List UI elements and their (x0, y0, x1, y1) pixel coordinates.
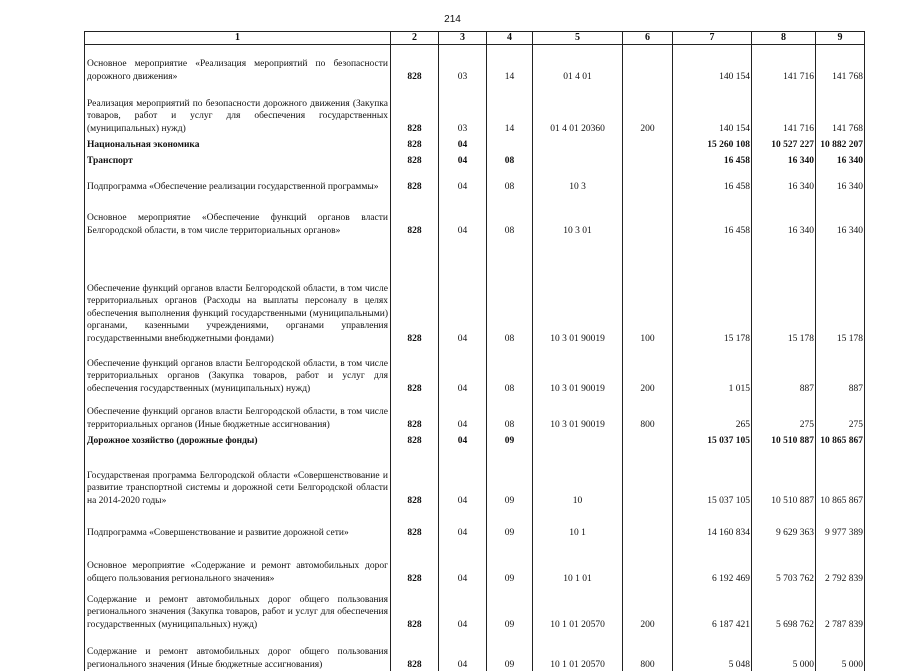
row-amount-year-2: 275 (752, 395, 816, 431)
table-row (85, 151, 865, 167)
row-amount-year-1: 15 178 (673, 237, 752, 345)
header-col-8: 8 (752, 32, 816, 45)
header-col-3: 3 (439, 32, 487, 45)
row-subsection: 09 (487, 431, 533, 447)
row-amount-year-2: 141 716 (752, 83, 816, 135)
row-target-article: 10 1 01 20570 (533, 631, 623, 671)
row-amount-year-1: 16 458 (673, 193, 752, 237)
row-amount-year-3: 5 000 (816, 631, 865, 671)
row-target-article: 01 4 01 (533, 45, 623, 83)
row-target-article: 10 3 01 90019 (533, 237, 623, 345)
row-expense-type (623, 167, 673, 193)
header-col-4: 4 (487, 32, 533, 45)
row-expense-type: 200 (623, 83, 673, 135)
row-subsection (487, 135, 533, 151)
row-section: 04 (439, 167, 487, 193)
row-amount-year-3: 141 768 (816, 45, 865, 83)
row-admin-code: 828 (391, 345, 439, 395)
row-amount-year-1: 265 (673, 395, 752, 431)
table-row (85, 447, 865, 507)
row-target-article: 10 (533, 447, 623, 507)
row-subsection: 08 (487, 395, 533, 431)
row-amount-year-1: 15 037 105 (673, 447, 752, 507)
row-target-article: 10 3 (533, 167, 623, 193)
row-expense-type (623, 447, 673, 507)
row-amount-year-2: 10 510 887 (752, 431, 816, 447)
row-amount-year-2: 15 178 (752, 237, 816, 345)
row-amount-year-3: 16 340 (816, 193, 865, 237)
row-amount-year-2: 16 340 (752, 151, 816, 167)
row-target-article: 10 3 01 (533, 193, 623, 237)
row-expense-type: 800 (623, 395, 673, 431)
header-col-7: 7 (673, 32, 752, 45)
row-amount-year-2: 5 703 762 (752, 539, 816, 585)
header-col-6: 6 (623, 32, 673, 45)
row-subsection: 09 (487, 585, 533, 631)
row-section: 04 (439, 507, 487, 539)
row-description: Обеспечение функций органов власти Белгородской области, в том числе территориальных органов (Расходы на выплаты персоналу в целях обеспечения выполнения функций государственными (муниципальными) органами, казенными учреждениями, органами управления государственными внебюджетными фондами) (85, 237, 391, 345)
row-target-article: 10 1 (533, 507, 623, 539)
row-description: Национальная экономика (85, 135, 391, 151)
row-description: Государственая программа Белгородской области «Совершенствование и развитие транспортной системы и дорожной сети Белгородской области на 2014-2020 годы» (85, 447, 391, 507)
row-amount-year-2: 10 527 227 (752, 135, 816, 151)
table-row (85, 135, 865, 151)
row-admin-code: 828 (391, 539, 439, 585)
row-expense-type (623, 507, 673, 539)
header-row (85, 32, 865, 45)
row-section: 03 (439, 83, 487, 135)
row-amount-year-1: 140 154 (673, 45, 752, 83)
table-body (85, 45, 865, 671)
row-admin-code: 828 (391, 631, 439, 671)
row-target-article: 10 1 01 (533, 539, 623, 585)
row-target-article: 01 4 01 20360 (533, 83, 623, 135)
row-amount-year-1: 6 192 469 (673, 539, 752, 585)
row-description: Содержание и ремонт автомобильных дорог общего пользования регионального значения (Закупка товаров, работ и услуг для обеспечения государственных (муниципальных) нужд) (85, 585, 391, 631)
row-expense-type (623, 45, 673, 83)
table-row (85, 395, 865, 431)
row-admin-code: 828 (391, 431, 439, 447)
row-amount-year-3: 141 768 (816, 83, 865, 135)
row-subsection: 14 (487, 45, 533, 83)
row-amount-year-1: 14 160 834 (673, 507, 752, 539)
row-section: 04 (439, 585, 487, 631)
row-amount-year-3: 15 178 (816, 237, 865, 345)
row-amount-year-2: 16 340 (752, 193, 816, 237)
row-section: 04 (439, 193, 487, 237)
table-row (85, 83, 865, 135)
row-amount-year-3: 887 (816, 345, 865, 395)
header-col-2: 2 (391, 32, 439, 45)
row-amount-year-2: 9 629 363 (752, 507, 816, 539)
row-target-article: 10 3 01 90019 (533, 345, 623, 395)
row-amount-year-2: 16 340 (752, 167, 816, 193)
row-target-article (533, 151, 623, 167)
row-amount-year-1: 140 154 (673, 83, 752, 135)
row-subsection: 09 (487, 539, 533, 585)
row-target-article: 10 3 01 90019 (533, 395, 623, 431)
table-row (85, 539, 865, 585)
row-admin-code: 828 (391, 447, 439, 507)
row-subsection: 08 (487, 345, 533, 395)
row-section: 04 (439, 631, 487, 671)
row-section: 04 (439, 237, 487, 345)
row-admin-code: 828 (391, 585, 439, 631)
table-row (85, 193, 865, 237)
row-admin-code: 828 (391, 45, 439, 83)
header-col-9: 9 (816, 32, 865, 45)
table-row (85, 237, 865, 345)
row-amount-year-2: 5 000 (752, 631, 816, 671)
row-section: 04 (439, 395, 487, 431)
row-section: 04 (439, 151, 487, 167)
row-amount-year-2: 5 698 762 (752, 585, 816, 631)
row-section: 04 (439, 447, 487, 507)
row-admin-code: 828 (391, 395, 439, 431)
row-expense-type (623, 539, 673, 585)
row-admin-code: 828 (391, 507, 439, 539)
row-section: 04 (439, 539, 487, 585)
row-amount-year-3: 2 787 839 (816, 585, 865, 631)
row-amount-year-3: 10 865 867 (816, 447, 865, 507)
row-subsection: 14 (487, 83, 533, 135)
row-amount-year-3: 10 865 867 (816, 431, 865, 447)
row-subsection: 08 (487, 193, 533, 237)
row-amount-year-3: 275 (816, 395, 865, 431)
row-description: Содержание и ремонт автомобильных дорог общего пользования регионального значения (Иные бюджетные ассигнования) (85, 631, 391, 671)
table-row (85, 585, 865, 631)
row-target-article (533, 431, 623, 447)
row-amount-year-3: 16 340 (816, 167, 865, 193)
row-amount-year-2: 141 716 (752, 45, 816, 83)
row-section: 03 (439, 45, 487, 83)
row-admin-code: 828 (391, 167, 439, 193)
row-subsection: 08 (487, 167, 533, 193)
row-amount-year-1: 15 037 105 (673, 431, 752, 447)
row-admin-code: 828 (391, 135, 439, 151)
row-amount-year-1: 5 048 (673, 631, 752, 671)
row-amount-year-3: 16 340 (816, 151, 865, 167)
row-amount-year-3: 9 977 389 (816, 507, 865, 539)
row-expense-type (623, 151, 673, 167)
row-section: 04 (439, 431, 487, 447)
table-row (85, 345, 865, 395)
row-amount-year-2: 887 (752, 345, 816, 395)
row-target-article: 10 1 01 20570 (533, 585, 623, 631)
row-expense-type (623, 431, 673, 447)
page-number: 214 (444, 14, 461, 25)
row-section: 04 (439, 345, 487, 395)
row-expense-type (623, 135, 673, 151)
row-description: Подпрограмма «Совершенствование и развитие дорожной сети» (85, 507, 391, 539)
row-admin-code: 828 (391, 151, 439, 167)
row-description: Реализация мероприятий по безопасности дорожного движения (Закупка товаров, работ и услуг для обеспечения государственных (муниципальных) нужд) (85, 83, 391, 135)
table-row (85, 507, 865, 539)
row-amount-year-1: 15 260 108 (673, 135, 752, 151)
row-amount-year-1: 16 458 (673, 151, 752, 167)
row-admin-code: 828 (391, 83, 439, 135)
row-subsection: 09 (487, 447, 533, 507)
row-description: Дорожное хозяйство (дорожные фонды) (85, 431, 391, 447)
row-section: 04 (439, 135, 487, 151)
row-description: Основное мероприятие «Содержание и ремонт автомобильных дорог общего пользования регионального значения» (85, 539, 391, 585)
header-col-1: 1 (85, 32, 391, 45)
row-amount-year-1: 6 187 421 (673, 585, 752, 631)
row-subsection: 08 (487, 237, 533, 345)
row-description: Основное мероприятие «Обеспечение функций органов власти Белгородской области, в том числе территориальных органов» (85, 193, 391, 237)
row-subsection: 09 (487, 631, 533, 671)
row-amount-year-2: 10 510 887 (752, 447, 816, 507)
row-subsection: 08 (487, 151, 533, 167)
table-row (85, 167, 865, 193)
row-description: Подпрограмма «Обеспечение реализации государственной программы» (85, 167, 391, 193)
row-amount-year-3: 10 882 207 (816, 135, 865, 151)
row-expense-type: 200 (623, 585, 673, 631)
row-target-article (533, 135, 623, 151)
row-amount-year-1: 16 458 (673, 167, 752, 193)
budget-table (84, 31, 865, 671)
row-expense-type: 800 (623, 631, 673, 671)
header-col-5: 5 (533, 32, 623, 45)
row-admin-code: 828 (391, 237, 439, 345)
row-admin-code: 828 (391, 193, 439, 237)
row-expense-type: 200 (623, 345, 673, 395)
row-description: Обеспечение функций органов власти Белгородской области, в том числе территориальных органов (Закупка товаров, работ и услуг для обеспечения государственных (муниципальных) нужд) (85, 345, 391, 395)
table-row (85, 431, 865, 447)
row-description: Транспорт (85, 151, 391, 167)
row-amount-year-1: 1 015 (673, 345, 752, 395)
row-description: Обеспечение функций органов власти Белгородской области, в том числе территориальных органов (Иные бюджетные ассигнования) (85, 395, 391, 431)
table-row (85, 631, 865, 671)
row-expense-type: 100 (623, 237, 673, 345)
row-description: Основное мероприятие «Реализация мероприятий по безопасности дорожного движения» (85, 45, 391, 83)
table-row (85, 45, 865, 83)
row-expense-type (623, 193, 673, 237)
row-amount-year-3: 2 792 839 (816, 539, 865, 585)
row-subsection: 09 (487, 507, 533, 539)
